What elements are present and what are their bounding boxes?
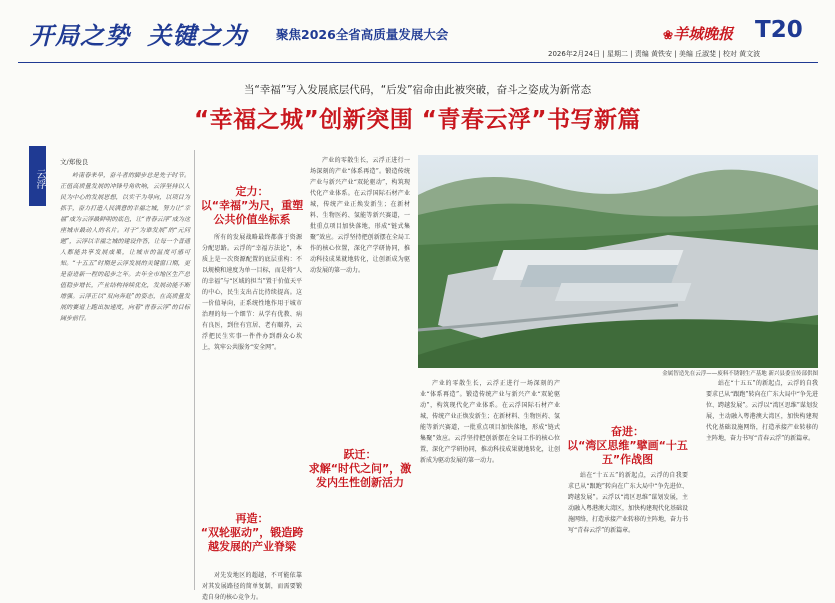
author-byline: 文/郑俊良 [60, 158, 89, 166]
header-section-title: 聚焦2026全省高质量发展大会 [276, 27, 449, 42]
column-divider [194, 150, 195, 590]
section-heading-3 [305, 448, 415, 490]
section-3-body-continued: 产业的零散生长，云浮正进行一场深刻的产业“体系再造”。锻造传统产业与新兴产业“双轮驱动”，构筑现代化产业体系。在云浮国际石材产业城，传统产业正焕发新生；在新材料、生物医药、氢能等新兴赛道，一批重点项目加快落地，形成“链式集聚”效应。云浮坚持把创新摆在全局工作的核心位置，深化产学研协同，推动科技成果就地转化，让创新成为驱动发展的第一动力。 [420, 380, 560, 464]
section-2-head1: 再造： [235, 512, 269, 525]
paper-logo-icon: ❀ [663, 28, 674, 42]
section-2-body: 对先发地区的超越，不可能依靠对其发展路径的简单复制，而需要锻造自身的核心竞争力。 [202, 572, 302, 601]
photo-caption: 金属智造先在云浮——废料不锈钢生产基地 新兴县委宣传部供图 [662, 371, 818, 377]
section-3-head1: 跃迁： [343, 448, 377, 461]
article-headline: “幸福之城”创新突围 “青春云浮”书写新篇 [194, 107, 641, 133]
region-tag-label: 云浮 [34, 169, 45, 189]
section-heading-4 [565, 425, 690, 467]
section-2-head2: “双轮驱动”，锻造跨越发展的产业脊梁 [200, 526, 304, 553]
section-3-head2: 求解“时代之问”，激发内生性创新活力 [308, 462, 412, 489]
section-4-body: 站在“十五五”的新起点，云浮的自我要求已从“跟跑”转向在广东大局中“争先进位、跨越发展”。云浮以“湾区思维”谋划发展，主动融入粤港澳大湾区，加快构建现代化基础设施网络，打造承接产业转移的主阵地，奋力书写“青春云浮”的新篇章。 [568, 472, 689, 534]
section-1-head2: 以“幸福”为尺，重塑公共价值坐标系 [200, 199, 304, 226]
slogan-part2: 关键之为 [147, 21, 248, 50]
date-line: 2026年2月24日 | 星期二 | 责编 黄铁安 | 美编 丘淑斐 | 校对 黄文波 [548, 50, 761, 58]
paper-logo [663, 23, 733, 44]
section-4-head1: 奋进： [611, 425, 644, 438]
header-divider [18, 62, 818, 63]
region-tag [29, 146, 46, 206]
header-slogan [30, 16, 247, 51]
lead-text [60, 170, 190, 590]
section-heading-1 [197, 185, 307, 227]
section-4-body-continued: 站在“十五五”的新起点，云浮的自我要求已从“跟跑”转向在广东大局中“争先进位、跨越发展”。云浮以“湾区思维”谋划发展，主动融入粤港澳大湾区，加快构建现代化基础设施网络，打造承接产业转移的主阵地，奋力书写“青春云浮”的新篇章。 [706, 380, 818, 442]
industrial-park-photo-icon [418, 155, 818, 368]
section-heading-2 [197, 512, 307, 554]
slogan-part1: 开局之势 [30, 21, 130, 50]
section-1-body: 所有的发展战略最终都落于资源分配思路。云浮的“幸福方法论”，本质上是一次资源配置的底层重构：不以规模和速度为单一目标，而是将“人的幸福”与“区域的担当”置于价值天平的中心，民生支出占比持续提高。这一价值导向，正系统性地作用于城市治理的每一个细节：从学有优教、病有良医，到住有宜居、老有颐养，云浮把民生实事一件件办到群众心坎上，筑牢公共服务“安全网”。 [202, 234, 302, 351]
lead-paragraph: 岭南春来早，奋斗者的脚步总是先于时节。正值高质量发展的冲锋号角吹响，云浮坚持以人民为中心的发展思想，以实干为导向，以项目为抓手，奋力打造人民满意的幸福之城，努力让“幸福”成为云浮最鲜明的底色，让“青春云浮”成为这座城市最动人的名片。对于“为谁发展”的“元问题”，云浮以幸福之城的建设作答，让每一个普通人都能共享发展成果，让城市的温度可感可知。“十五五”时期是云浮发展的关键窗口期，更是奋进新一程的起步之年。去年全市地区生产总值稳步增长，产业结构持续优化，发展动能不断增强。云浮正以“双向奔赴”的姿态，在高质量发展的赛道上跑出加速度，向着“青春云浮”的目标阔步前行。 [60, 172, 190, 322]
section-4-head2: 以“湾区思维”擘画“十五五”作战图 [567, 439, 688, 466]
article-kicker: 当“幸福”写入发展底层代码，“后发”宿命由此被突破，奋斗之姿成为新常态 [243, 84, 592, 96]
header-bar [0, 0, 835, 92]
page-number: T20 [755, 17, 803, 43]
feature-photo [418, 155, 818, 368]
section-1-head1: 定力： [235, 185, 269, 198]
paper-name: 羊城晚报 [673, 25, 734, 43]
section-3-body-top: 产业的零散生长，云浮正进行一场深刻的产业“体系再造”。锻造传统产业与新兴产业“双轮驱动”，构筑现代化产业体系。在云浮国际石材产业城，传统产业正焕发新生；在新材料、生物医药、氢能等新兴赛道，一批重点项目加快落地，形成“链式集聚”效应。云浮坚持把创新摆在全局工作的核心位置，深化产学研协同，推动科技成果就地转化，让创新成为驱动发展的第一动力。 [310, 157, 410, 274]
